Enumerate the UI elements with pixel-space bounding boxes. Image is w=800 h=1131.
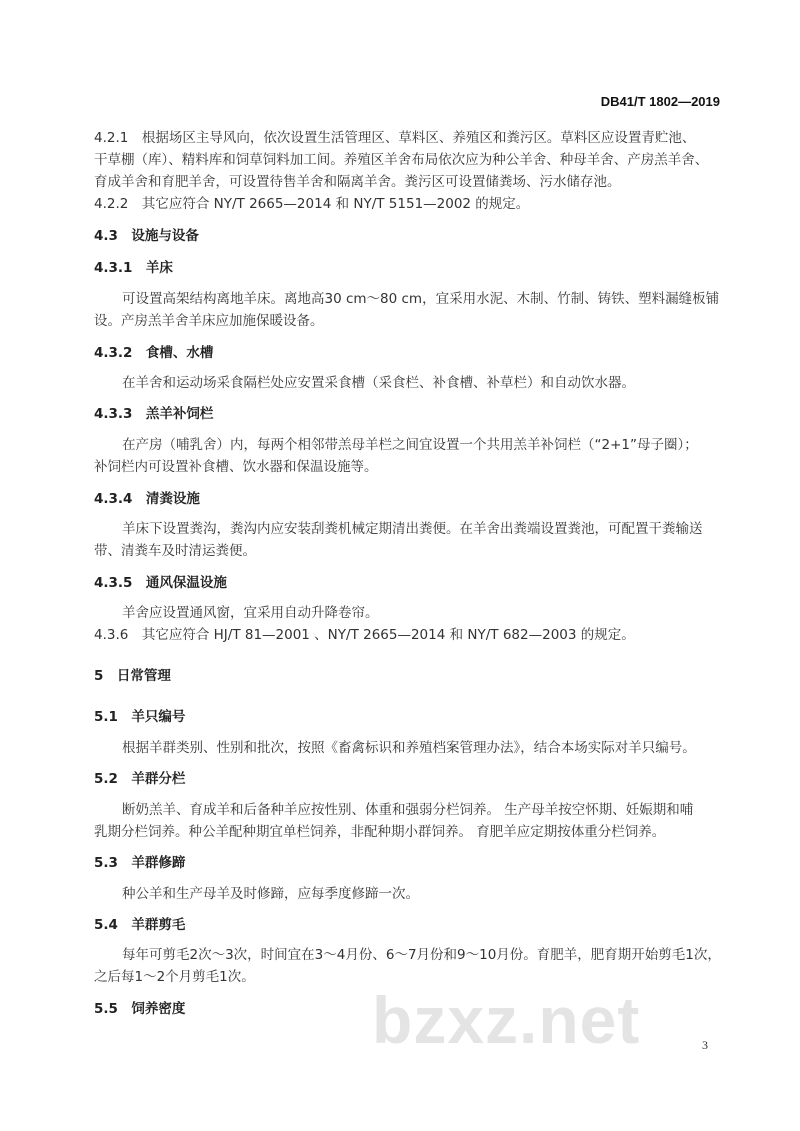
section-heading: 5 日常管理 [94,668,171,684]
paragraph-line: 根据羊群类别、性别和批次，按照《畜禽标识和养殖档案管理办法》，结合本场实际对羊只编号。 [122,740,696,756]
paragraph-line: 补饲栏内可设置补食槽、饮水器和保温设施等。 [94,459,378,475]
paragraph-line: 断奶羔羊、育成羊和后备种羊应按性别、体重和强弱分栏饲养。 生产母羊按空怀期、妊娠期和哺 [122,802,694,818]
section-heading: 5.2 羊群分栏 [94,771,186,787]
paragraph-line: 育成羊舍和育肥羊舍，可设置待售羊舍和隔离羊舍。粪污区可设置储粪场、污水储存池。 [94,174,621,190]
section-heading: 4.3.5 通风保温设施 [94,575,227,591]
section-heading: 5.3 羊群修蹄 [94,855,186,871]
paragraph-line: 可设置高架结构离地羊床。离地高30 cm～80 cm，宜采用水泥、木制、竹制、铸铁、塑料漏缝板铺 [122,291,720,307]
paragraph-line: 在羊舍和运动场采食隔栏处应安置采食槽（采食栏、补食槽、补草栏）和自动饮水器。 [122,375,635,391]
paragraph-line: 在产房（哺乳舍）内，每两个相邻带羔母羊栏之间宜设置一个共用羔羊补饲栏（“2+1”母子圈）； [122,437,698,453]
paragraph-line: 羊床下设置粪沟，粪沟内应安装刮粪机械定期清出粪便。在羊舍出粪端设置粪池，可配置干粪输送 [122,521,703,537]
paragraph-line: 种公羊和生产母羊及时修蹄，应每季度修蹄一次。 [122,886,419,902]
section-heading: 4.3.3 羔羊补饲栏 [94,406,214,422]
page-number: 3 [702,1038,708,1052]
section-heading: 5.4 羊群剪毛 [94,917,186,933]
section-heading: 4.3.1 羊床 [94,260,173,276]
standard-code: DB41/T 1802—2019 [600,94,720,109]
paragraph-line: 4.2.2 其它应符合 NY/T 2665—2014 和 NY/T 5151—2002 的规定。 [94,196,530,212]
paragraph-line: 4.3.6 其它应符合 HJ/T 81—2001 、NY/T 2665—2014 和 NY/T 682—2003 的规定。 [94,627,635,643]
paragraph-line: 设。产房羔羊舍羊床应加施保暖设备。 [94,313,324,329]
paragraph-line: 乳期分栏饲养。种公羊配种期宜单栏饲养，非配种期小群饲养。 育肥羊应定期按体重分栏饲养。 [94,824,666,840]
section-heading: 5.5 饲养密度 [94,1001,186,1017]
watermark: bzxz.net [372,983,641,1057]
section-heading: 4.3.4 清粪设施 [94,491,200,507]
paragraph-line: 之后每1～2个月剪毛1次。 [94,969,255,985]
paragraph-line: 干草棚（库）、精料库和饲草饲料加工间。养殖区羊舍布局依次应为种公羊舍、种母羊舍、产房羔羊舍、 [94,152,709,168]
paragraph-line: 羊舍应设置通风窗，宜采用自动升降卷帘。 [122,605,379,621]
paragraph-line: 带、清粪车及时清运粪便。 [94,543,256,559]
paragraph-line: 4.2.1 根据场区主导风向，依次设置生活管理区、草料区、养殖区和粪污区。草料区应设置青贮池、 [94,130,696,146]
section-heading: 5.1 羊只编号 [94,709,186,725]
section-heading: 4.3 设施与设备 [94,228,199,244]
paragraph-line: 每年可剪毛2次～3次，时间宜在3～4月份、6～7月份和9～10月份。育肥羊，肥育期开始剪毛1次， [122,947,721,963]
section-heading: 4.3.2 食槽、水槽 [94,345,214,361]
